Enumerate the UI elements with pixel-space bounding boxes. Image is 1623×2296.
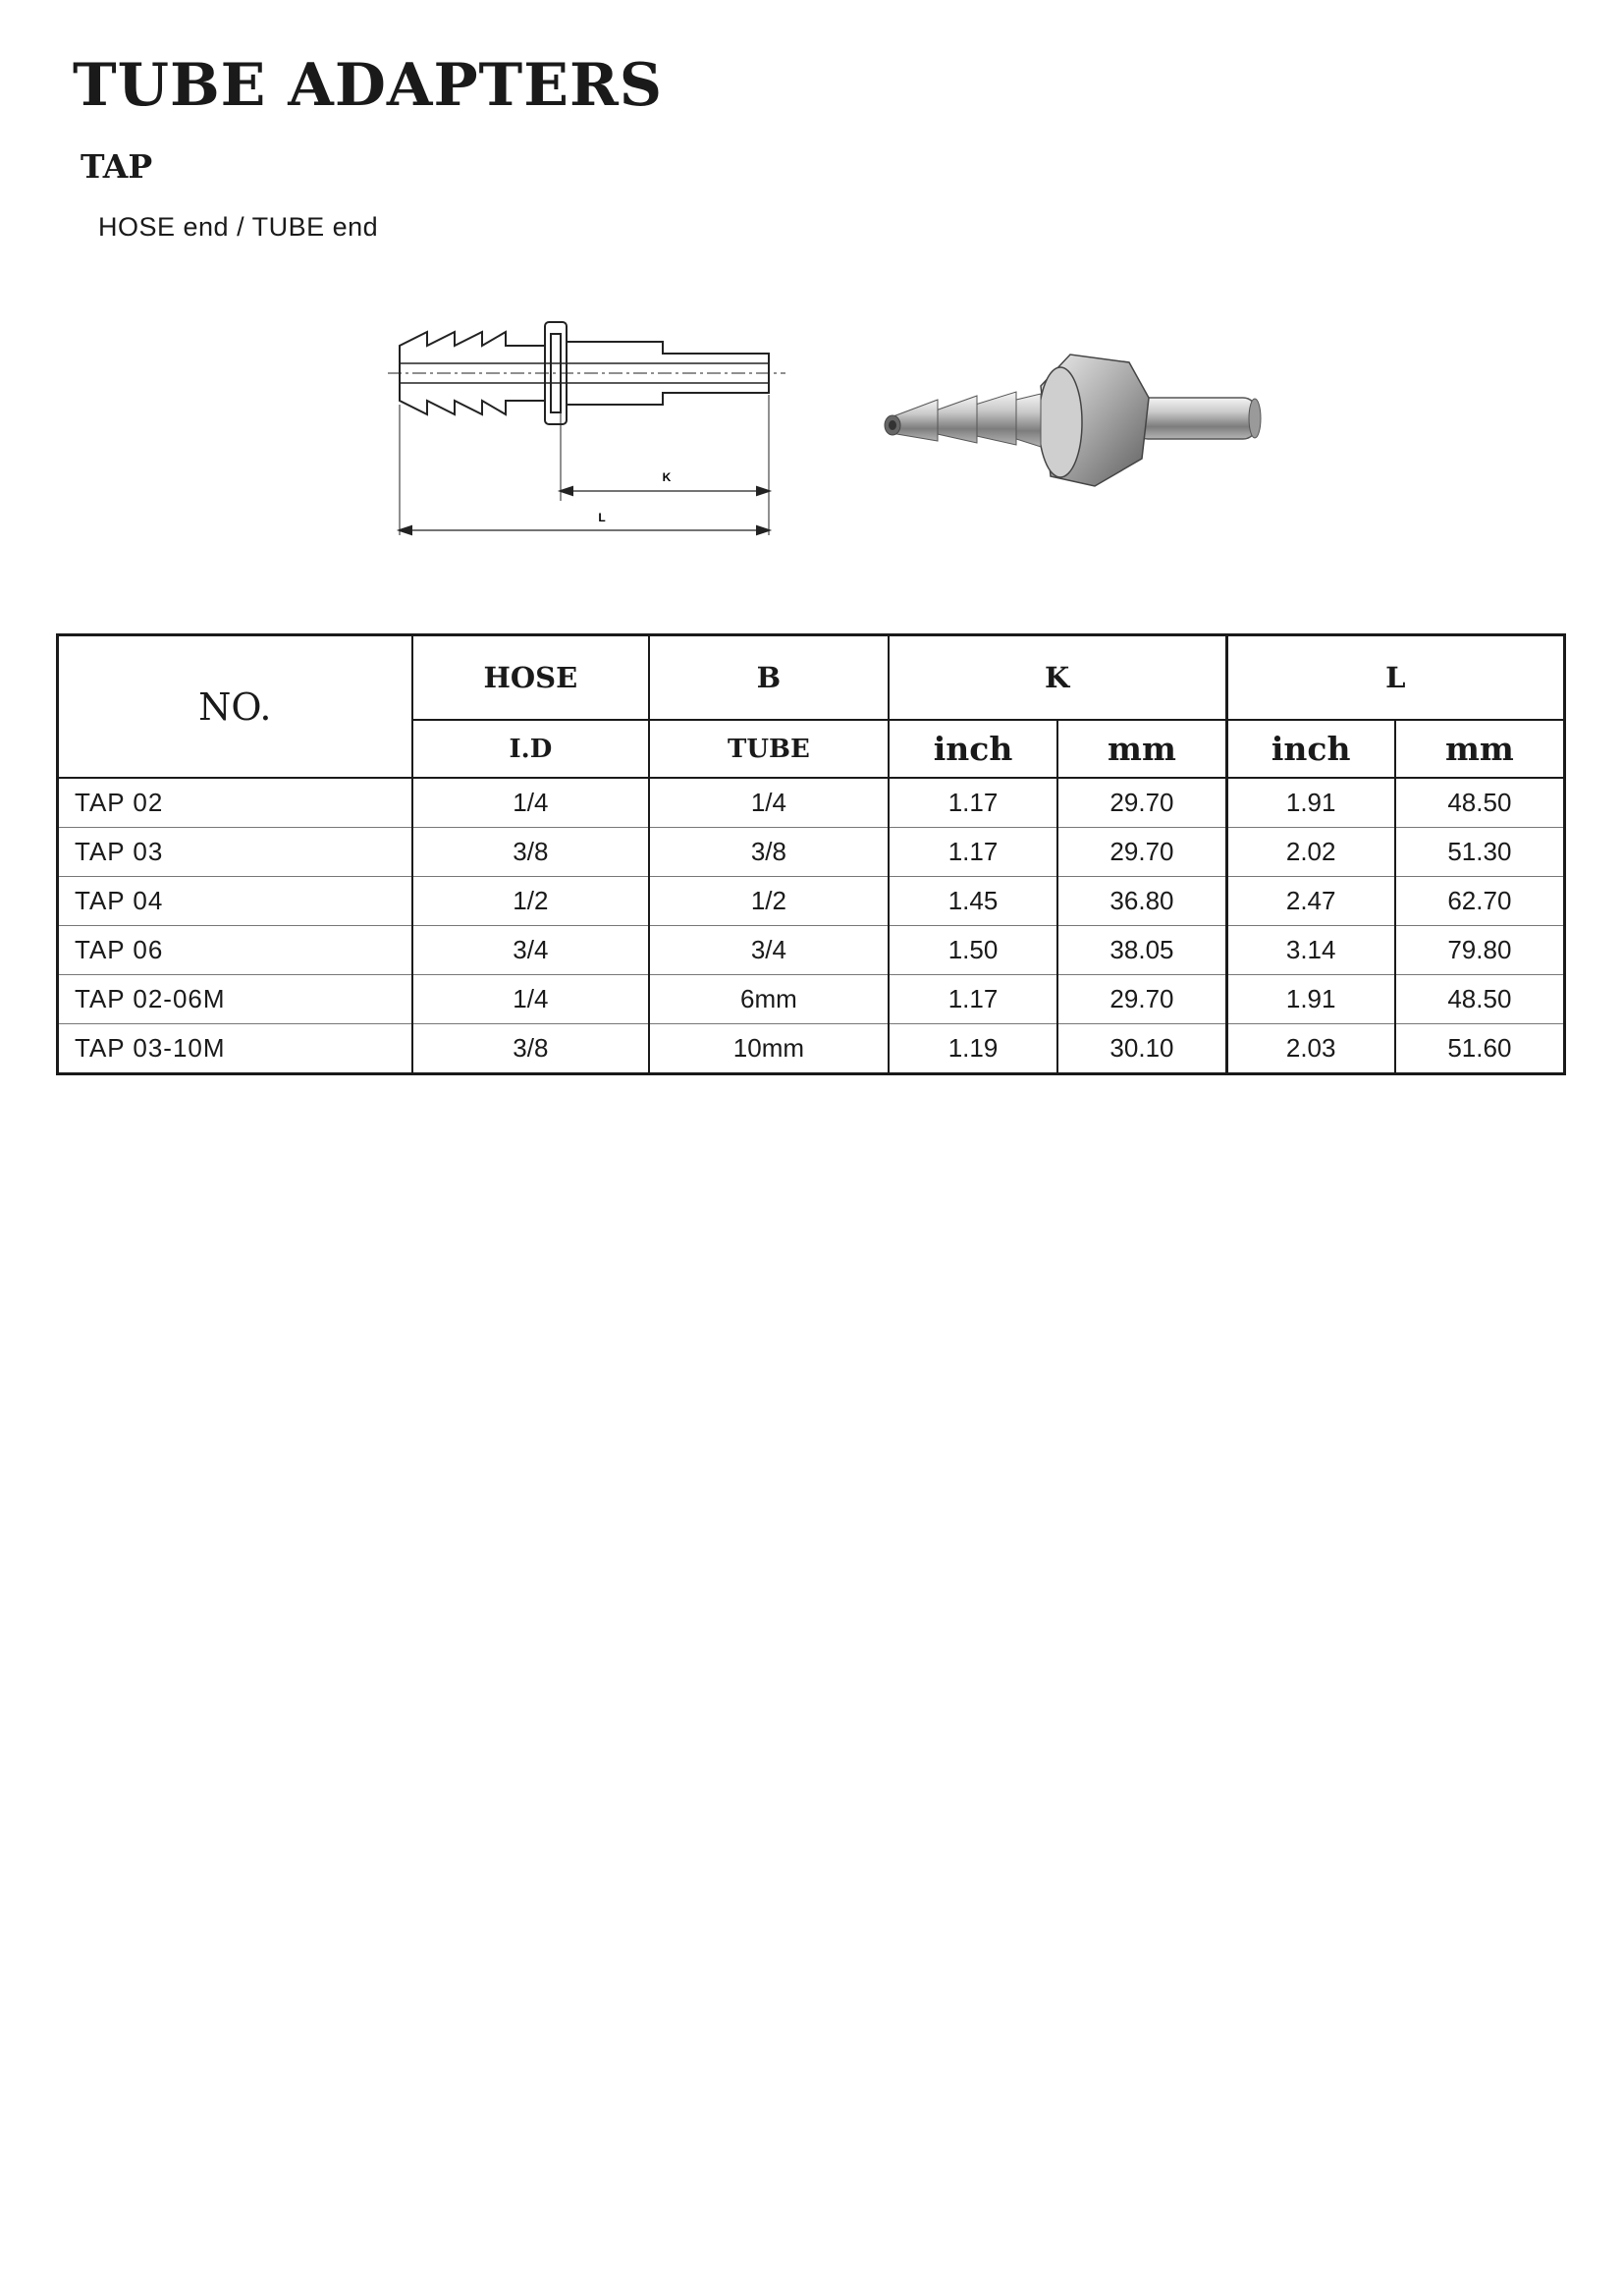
header-hose-id: I.D [412, 720, 650, 778]
cell-k-inch: 1.17 [889, 778, 1058, 828]
spec-table [56, 633, 1566, 1075]
cell-hose-id: 3/8 [412, 828, 650, 877]
product-photo [879, 339, 1271, 501]
cell-no: TAP 02-06M [58, 975, 412, 1024]
header-no: NO. [58, 635, 412, 779]
table-row [58, 1024, 1565, 1074]
cell-l-mm: 79.80 [1395, 926, 1565, 975]
header-tube: TUBE [649, 720, 889, 778]
dim-l-label: L [598, 511, 606, 524]
cell-l-mm: 48.50 [1395, 975, 1565, 1024]
cell-tube: 1/4 [649, 778, 889, 828]
technical-drawing [388, 314, 790, 540]
cell-l-inch: 1.91 [1226, 975, 1395, 1024]
model-description: HOSE end / TUBE end [98, 212, 379, 242]
cell-k-inch: 1.45 [889, 877, 1058, 926]
cell-no: TAP 03-10M [58, 1024, 412, 1074]
cell-k-mm: 29.70 [1057, 975, 1226, 1024]
cell-l-mm: 51.60 [1395, 1024, 1565, 1074]
cell-l-inch: 3.14 [1226, 926, 1395, 975]
model-name: TAP [81, 147, 153, 186]
header-k: K [889, 635, 1226, 721]
cell-hose-id: 3/8 [412, 1024, 650, 1074]
cell-k-mm: 29.70 [1057, 778, 1226, 828]
cell-hose-id: 3/4 [412, 926, 650, 975]
header-hose: HOSE [412, 635, 650, 721]
cell-l-mm: 62.70 [1395, 877, 1565, 926]
cell-k-inch: 1.50 [889, 926, 1058, 975]
header-l: L [1226, 635, 1564, 721]
cell-no: TAP 04 [58, 877, 412, 926]
header-b: B [649, 635, 889, 721]
cell-k-inch: 1.19 [889, 1024, 1058, 1074]
cell-tube: 3/8 [649, 828, 889, 877]
page-title: TUBE ADAPTERS [73, 51, 664, 120]
cell-l-inch: 2.03 [1226, 1024, 1395, 1074]
cell-k-mm: 29.70 [1057, 828, 1226, 877]
cell-k-mm: 36.80 [1057, 877, 1226, 926]
cell-hose-id: 1/4 [412, 975, 650, 1024]
cell-tube: 3/4 [649, 926, 889, 975]
header-k-inch: inch [889, 720, 1058, 778]
cell-hose-id: 1/2 [412, 877, 650, 926]
cell-tube: 6mm [649, 975, 889, 1024]
cell-k-inch: 1.17 [889, 828, 1058, 877]
cell-l-inch: 2.02 [1226, 828, 1395, 877]
cell-k-mm: 38.05 [1057, 926, 1226, 975]
cell-hose-id: 1/4 [412, 778, 650, 828]
cell-no: TAP 02 [58, 778, 412, 828]
cell-l-inch: 2.47 [1226, 877, 1395, 926]
cell-tube: 10mm [649, 1024, 889, 1074]
cell-tube: 1/2 [649, 877, 889, 926]
cell-no: TAP 06 [58, 926, 412, 975]
header-l-inch: inch [1226, 720, 1395, 778]
cell-k-inch: 1.17 [889, 975, 1058, 1024]
table-row [58, 828, 1565, 877]
table-row [58, 975, 1565, 1024]
cell-l-mm: 48.50 [1395, 778, 1565, 828]
header-l-mm: mm [1395, 720, 1565, 778]
cell-l-inch: 1.91 [1226, 778, 1395, 828]
table-row [58, 778, 1565, 828]
table-row [58, 926, 1565, 975]
table-row [58, 877, 1565, 926]
cell-no: TAP 03 [58, 828, 412, 877]
header-k-mm: mm [1057, 720, 1226, 778]
dim-k-label: K [662, 470, 672, 484]
cell-l-mm: 51.30 [1395, 828, 1565, 877]
cell-k-mm: 30.10 [1057, 1024, 1226, 1074]
